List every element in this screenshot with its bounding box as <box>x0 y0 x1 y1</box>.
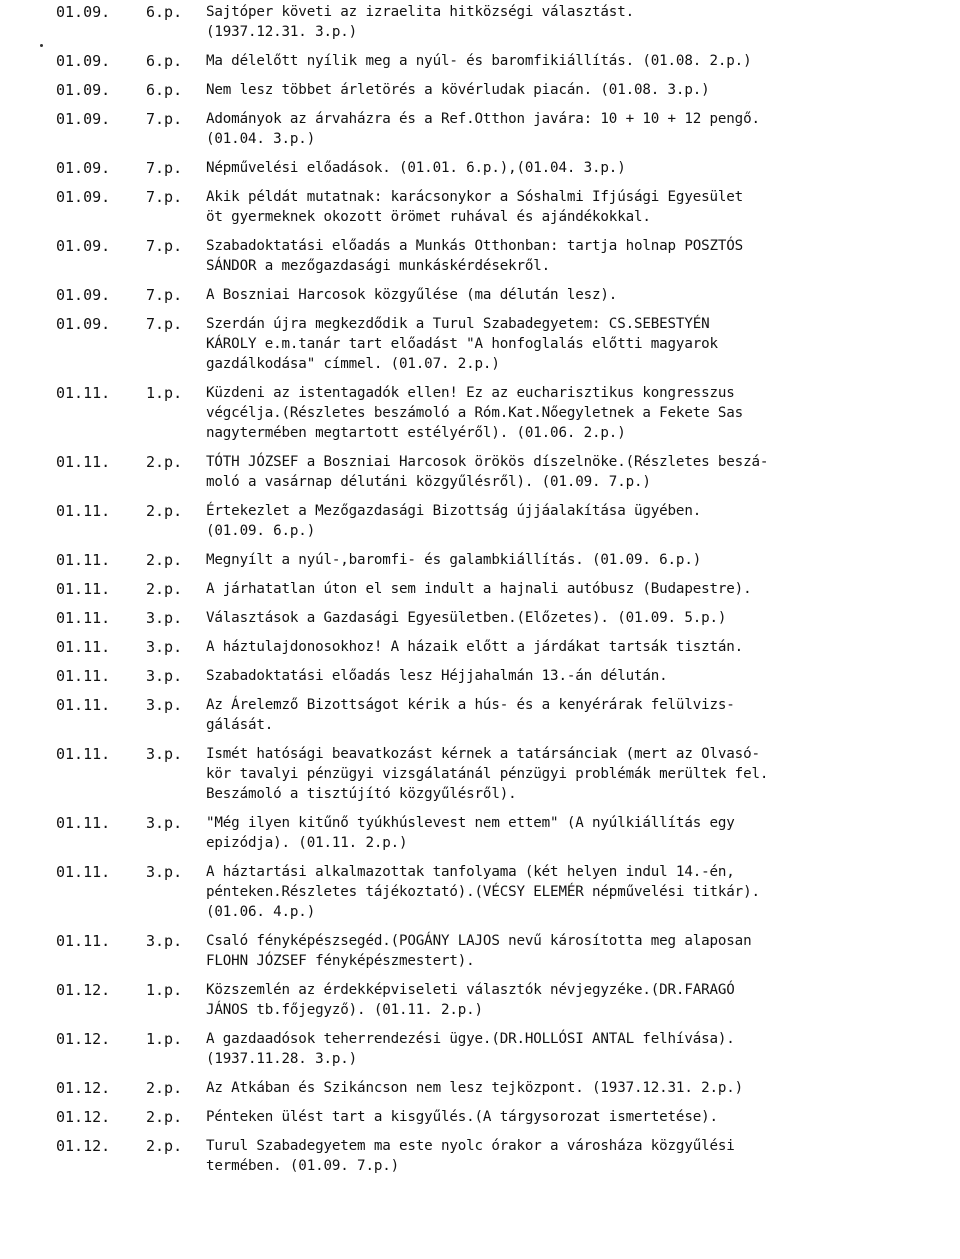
index-entry <box>56 80 954 100</box>
index-entry <box>56 813 954 853</box>
entry-date: 01.11. <box>56 638 111 656</box>
index-entry <box>56 695 954 735</box>
entry-page: 1.p. <box>146 384 183 402</box>
entry-text: "Még ilyen kitűnő tyúkhúslevest nem ettem" (A nyúlkiállítás egy epizódja). (01.11. 2.p.) <box>206 815 735 851</box>
entry-text: Választások a Gazdasági Egyesületben.(Előzetes). (01.09. 5.p.) <box>206 610 727 626</box>
entry-text: A háztartási alkalmazottak tanfolyama (két helyen indul 14.-én, pénteken.Részletes tájékoztató).(VÉCSY ELEMÉR népművelési titkár). (01.06. 4.p.) <box>206 864 760 920</box>
index-entry <box>56 666 954 686</box>
entry-date: 01.11. <box>56 453 111 471</box>
entry-page: 6.p. <box>146 52 183 70</box>
entry-page: 7.p. <box>146 188 183 206</box>
entry-page: 3.p. <box>146 609 183 627</box>
entry-date: 01.11. <box>56 609 111 627</box>
entry-date: 01.11. <box>56 745 111 763</box>
entry-page: 2.p. <box>146 551 183 569</box>
entry-date: 01.11. <box>56 863 111 881</box>
index-entry <box>56 452 954 492</box>
entry-text: Turul Szabadegyetem ma este nyolc órakor a városháza közgyűlési termében. (01.09. 7.p.) <box>206 1138 735 1174</box>
entry-date: 01.09. <box>56 81 111 99</box>
index-entry <box>56 980 954 1020</box>
entry-date: 01.12. <box>56 1137 111 1155</box>
entry-date: 01.09. <box>56 3 111 21</box>
entry-date: 01.11. <box>56 551 111 569</box>
index-entry <box>56 550 954 570</box>
entry-date: 01.09. <box>56 286 111 304</box>
entry-page: 2.p. <box>146 1108 183 1126</box>
entry-page: 3.p. <box>146 932 183 950</box>
index-entry <box>56 501 954 541</box>
index-entry <box>56 579 954 599</box>
entry-text: Nem lesz többet árletörés a kövérludak piacán. (01.08. 3.p.) <box>206 82 710 98</box>
entry-text: Ma délelőtt nyílik meg a nyúl- és baromfikiállítás. (01.08. 2.p.) <box>206 53 752 69</box>
entry-page: 7.p. <box>146 315 183 333</box>
entry-text: Értekezlet a Mezőgazdasági Bizottság újjáalakítása ügyében. (01.09. 6.p.) <box>206 503 702 539</box>
entry-date: 01.11. <box>56 814 111 832</box>
index-entry <box>56 187 954 227</box>
index-entry <box>56 51 954 71</box>
entry-page: 2.p. <box>146 1079 183 1097</box>
entry-text: Pénteken ülést tart a kisgyűlés.(A tárgysorozat ismertetése). <box>206 1109 718 1125</box>
entry-date: 01.09. <box>56 52 111 70</box>
entry-page: 3.p. <box>146 863 183 881</box>
index-entry <box>56 236 954 276</box>
index-entry <box>56 383 954 443</box>
entry-date: 01.09. <box>56 315 111 333</box>
entry-date: 01.09. <box>56 110 111 128</box>
entry-page: 3.p. <box>146 667 183 685</box>
entry-date: 01.11. <box>56 932 111 950</box>
index-entry <box>56 1078 954 1098</box>
entry-page: 2.p. <box>146 453 183 471</box>
index-entry <box>56 1107 954 1127</box>
index-entry <box>56 744 954 804</box>
entry-date: 01.11. <box>56 667 111 685</box>
entry-page: 2.p. <box>146 580 183 598</box>
index-entry <box>56 608 954 628</box>
entry-page: 7.p. <box>146 110 183 128</box>
index-entry <box>56 285 954 305</box>
index-entry <box>56 862 954 922</box>
entry-page: 1.p. <box>146 981 183 999</box>
entry-text: A háztulajdonosokhoz! A házaik előtt a járdákat tartsák tisztán. <box>206 639 744 655</box>
entry-text: Csaló fényképészsegéd.(POGÁNY LAJOS nevű károsította meg alaposan FLOHN JÓZSEF fényképészmestert). <box>206 933 752 969</box>
entry-date: 01.09. <box>56 237 111 255</box>
index-entry <box>56 637 954 657</box>
index-entry <box>56 109 954 149</box>
entry-page: 7.p. <box>146 286 183 304</box>
entry-text: Az Atkában és Szikáncson nem lesz tejközpont. (1937.12.31. 2.p.) <box>206 1080 744 1096</box>
entry-page: 1.p. <box>146 1030 183 1048</box>
entry-text: Szabadoktatási előadás lesz Héjjahalmán 13.-án délután. <box>206 668 668 684</box>
entry-text: A járhatatlan úton el sem indult a hajnali autóbusz (Budapestre). <box>206 581 752 597</box>
entry-date: 01.09. <box>56 159 111 177</box>
entry-text: Küzdeni az istentagadók ellen! Ez az eucharisztikus kongresszus végcélja.(Részletes beszámoló a Róm.Kat.Nőegyletnek a Fekete Sas nagytermében megtartott estélyéről). (01.06. 2.p.) <box>206 385 744 441</box>
entry-text: Megnyílt a nyúl-,baromfi- és galambkiállítás. (01.09. 6.p.) <box>206 552 702 568</box>
index-entry <box>56 1029 954 1069</box>
index-entry <box>56 2 954 42</box>
entry-text: Szabadoktatási előadás a Munkás Otthonban: tartja holnap POSZTÓS SÁNDOR a mezőgazdasági munkáskérdésekről. <box>206 238 744 274</box>
entry-text: Akik példát mutatnak: karácsonykor a Sóshalmi Ifjúsági Egyesület öt gyermeknek okozott örömet ruhával és ajándékokkal. <box>206 189 744 225</box>
index-entry <box>56 158 954 178</box>
entry-text: Az Árelemző Bizottságot kérik a hús- és a kenyérárak felülvizs- gálását. <box>206 697 735 733</box>
entry-page: 3.p. <box>146 814 183 832</box>
index-entry <box>56 931 954 971</box>
entry-date: 01.12. <box>56 1030 111 1048</box>
entry-text: Szerdán újra megkezdődik a Turul Szabadegyetem: CS.SEBESTYÉN KÁROLY e.m.tanár tart előadást "A honfoglalás előtti magyarok gazdálkodása" címmel. (01.07. 2.p.) <box>206 316 718 372</box>
entry-text: Adományok az árvaházra és a Ref.Otthon javára: 10 + 10 + 12 pengő. (01.04. 3.p.) <box>206 111 760 147</box>
entry-page: 3.p. <box>146 638 183 656</box>
entry-page: 7.p. <box>146 159 183 177</box>
entry-text: Népművelési előadások. (01.01. 6.p.),(01.04. 3.p.) <box>206 160 626 176</box>
entry-date: 01.11. <box>56 384 111 402</box>
entry-page: 7.p. <box>146 237 183 255</box>
index-entry <box>56 314 954 374</box>
entry-page: 6.p. <box>146 81 183 99</box>
entry-date: 01.11. <box>56 502 111 520</box>
entry-page: 6.p. <box>146 3 183 21</box>
entry-date: 01.12. <box>56 981 111 999</box>
entry-page: 2.p. <box>146 502 183 520</box>
entry-date: 01.12. <box>56 1079 111 1097</box>
entry-text: A Boszniai Harcosok közgyűlése (ma délután lesz). <box>206 287 618 303</box>
entry-page: 3.p. <box>146 696 183 714</box>
entry-page: 3.p. <box>146 745 183 763</box>
entry-text: A gazdaadósok teherrendezési ügye.(DR.HOLLÓSI ANTAL felhívása). (1937.11.28. 3.p.) <box>206 1031 735 1067</box>
entry-text: Ismét hatósági beavatkozást kérnek a tatársánciak (mert az Olvasó- kör tavalyi pénzügyi vizsgálatánál pénzügyi problémák merültek fel. Beszámoló a tisztújító közgyűlésről). <box>206 746 769 802</box>
entry-text: Közszemlén az érdekképviseleti választók névjegyzéke.(DR.FARAGÓ JÁNOS tb.főjegyző). (01.11. 2.p.) <box>206 982 735 1018</box>
entry-date: 01.11. <box>56 580 111 598</box>
entry-text: TÓTH JÓZSEF a Boszniai Harcosok örökös díszelnöke.(Részletes beszá- moló a vasárnap délutáni közgyűlésről). (01.09. 7.p.) <box>206 454 769 490</box>
entry-date: 01.09. <box>56 188 111 206</box>
entry-page: 2.p. <box>146 1137 183 1155</box>
entry-date: 01.11. <box>56 696 111 714</box>
index-entry <box>56 1136 954 1176</box>
entry-text: Sajtóper követi az izraelita hitközségi választást. (1937.12.31. 3.p.) <box>206 4 634 40</box>
entry-date: 01.12. <box>56 1108 111 1126</box>
scan-speck <box>40 44 43 47</box>
